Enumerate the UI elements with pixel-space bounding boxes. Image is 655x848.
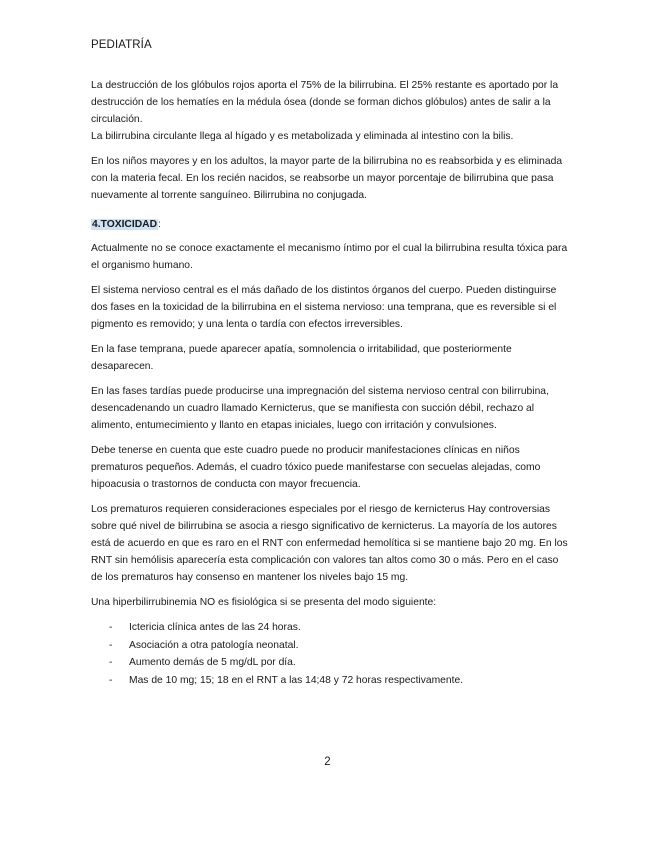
page-number: 2 bbox=[324, 756, 331, 768]
list-item bbox=[91, 619, 569, 637]
list-bullet: - bbox=[109, 639, 113, 651]
section-paragraph: En la fase temprana, puede aparecer apatía, somnolencia o irritabilidad, que posteriormente desaparecen. bbox=[91, 344, 512, 372]
list-item-text: Ictericia clínica antes de las 24 horas. bbox=[129, 622, 301, 633]
intro-paragraph-1: La destrucción de los glóbulos rojos aporta el 75% de la bilirrubina. El 25% restante es aportado por la destrucción de los hematíes en la médula ósea (donde se forman dichos glóbulos) antes de salir a la circulación. bbox=[91, 80, 559, 125]
list-bullet: - bbox=[109, 622, 113, 633]
section-paragraph: Actualmente no se conoce exactamente el mecanismo íntimo por el cual la bilirrubina resulta tóxica para el organismo humano. bbox=[91, 243, 568, 271]
section-paragraph: Debe tenerse en cuenta que este cuadro puede no producir manifestaciones clínicas en niños prematuros pequeños. Además, el cuadro tóxico puede manifestarse con secuelas alejadas, como hipoacusia o trastornos de conducta con mayor frecuencia. bbox=[91, 445, 541, 490]
section-paragraph: Los prematuros requieren consideraciones especiales por el riesgo de kernicterus Hay controversias sobre qué nivel de bilirrubina se asocia a riesgo significativo de kernicterus. La mayoría de los autores está de acuerdo en que es raro en el RNT con enfermedad hemolítica si se mantiene bajo 20 mg. En los RNT sin hemólisis aparecería esta complicación con valores tan altos como 30 o más. Pero en el caso de los prematuros hay consenso en mantener los niveles bajo 15 mg. bbox=[91, 504, 568, 583]
section-paragraph: El sistema nervioso central es el más dañado de los distintos órganos del cuerpo. Pueden distinguirse dos fases en la toxicidad de la bilirrubina en el sistema nervioso: una temprana, que es reversible si el pigmento es removido; y una lenta o tardía con efectos irreversibles. bbox=[91, 285, 557, 330]
section-heading-colon: : bbox=[158, 219, 161, 230]
intro-paragraph-3: En los niños mayores y en los adultos, la mayor parte de la bilirrubina no es reabsorbida y es eliminada con la materia fecal. En los recién nacidos, se reabsorbe un mayor porcentaje de bilirrubina que pasa nuevamente al torrente sanguíneo. Bilirrubina no conjugada. bbox=[91, 156, 563, 201]
section-paragraph: En las fases tardías puede producirse una impregnación del sistema nervioso central con bilirrubina, desencadenando un cuadro llamado Kernicterus, que se manifiesta con succión débil, rechazo al alimento, entumecimiento y llanto en etapas iniciales, luego con irritación y convulsiones. bbox=[91, 386, 549, 431]
list-item bbox=[91, 637, 569, 655]
list-item-text: Mas de 10 mg; 15; 18 en el RNT a las 14;48 y 72 horas respectivamente. bbox=[129, 674, 464, 686]
list-item-text: Aumento demás de 5 mg/dL por día. bbox=[129, 657, 296, 668]
intro-paragraph-2: La bilirrubina circulante llega al hígado y es metabolizada y eliminada al intestino con la bilis. bbox=[91, 131, 514, 142]
document-body bbox=[91, 77, 569, 689]
section-heading bbox=[91, 216, 569, 233]
page-header: PEDIATRÍA bbox=[91, 39, 152, 51]
list-bullet: - bbox=[109, 674, 113, 686]
list-bullet: - bbox=[109, 657, 113, 668]
list-item-text: Asociación a otra patología neonatal. bbox=[129, 639, 299, 651]
criteria-list bbox=[91, 619, 569, 689]
list-item bbox=[91, 654, 569, 672]
section-heading-highlight: 4.TOXICIDAD bbox=[92, 219, 158, 230]
section-paragraph: Una hiperbilirrubinemia NO es fisiológica si se presenta del modo siguiente: bbox=[91, 597, 437, 608]
list-item bbox=[91, 672, 569, 690]
